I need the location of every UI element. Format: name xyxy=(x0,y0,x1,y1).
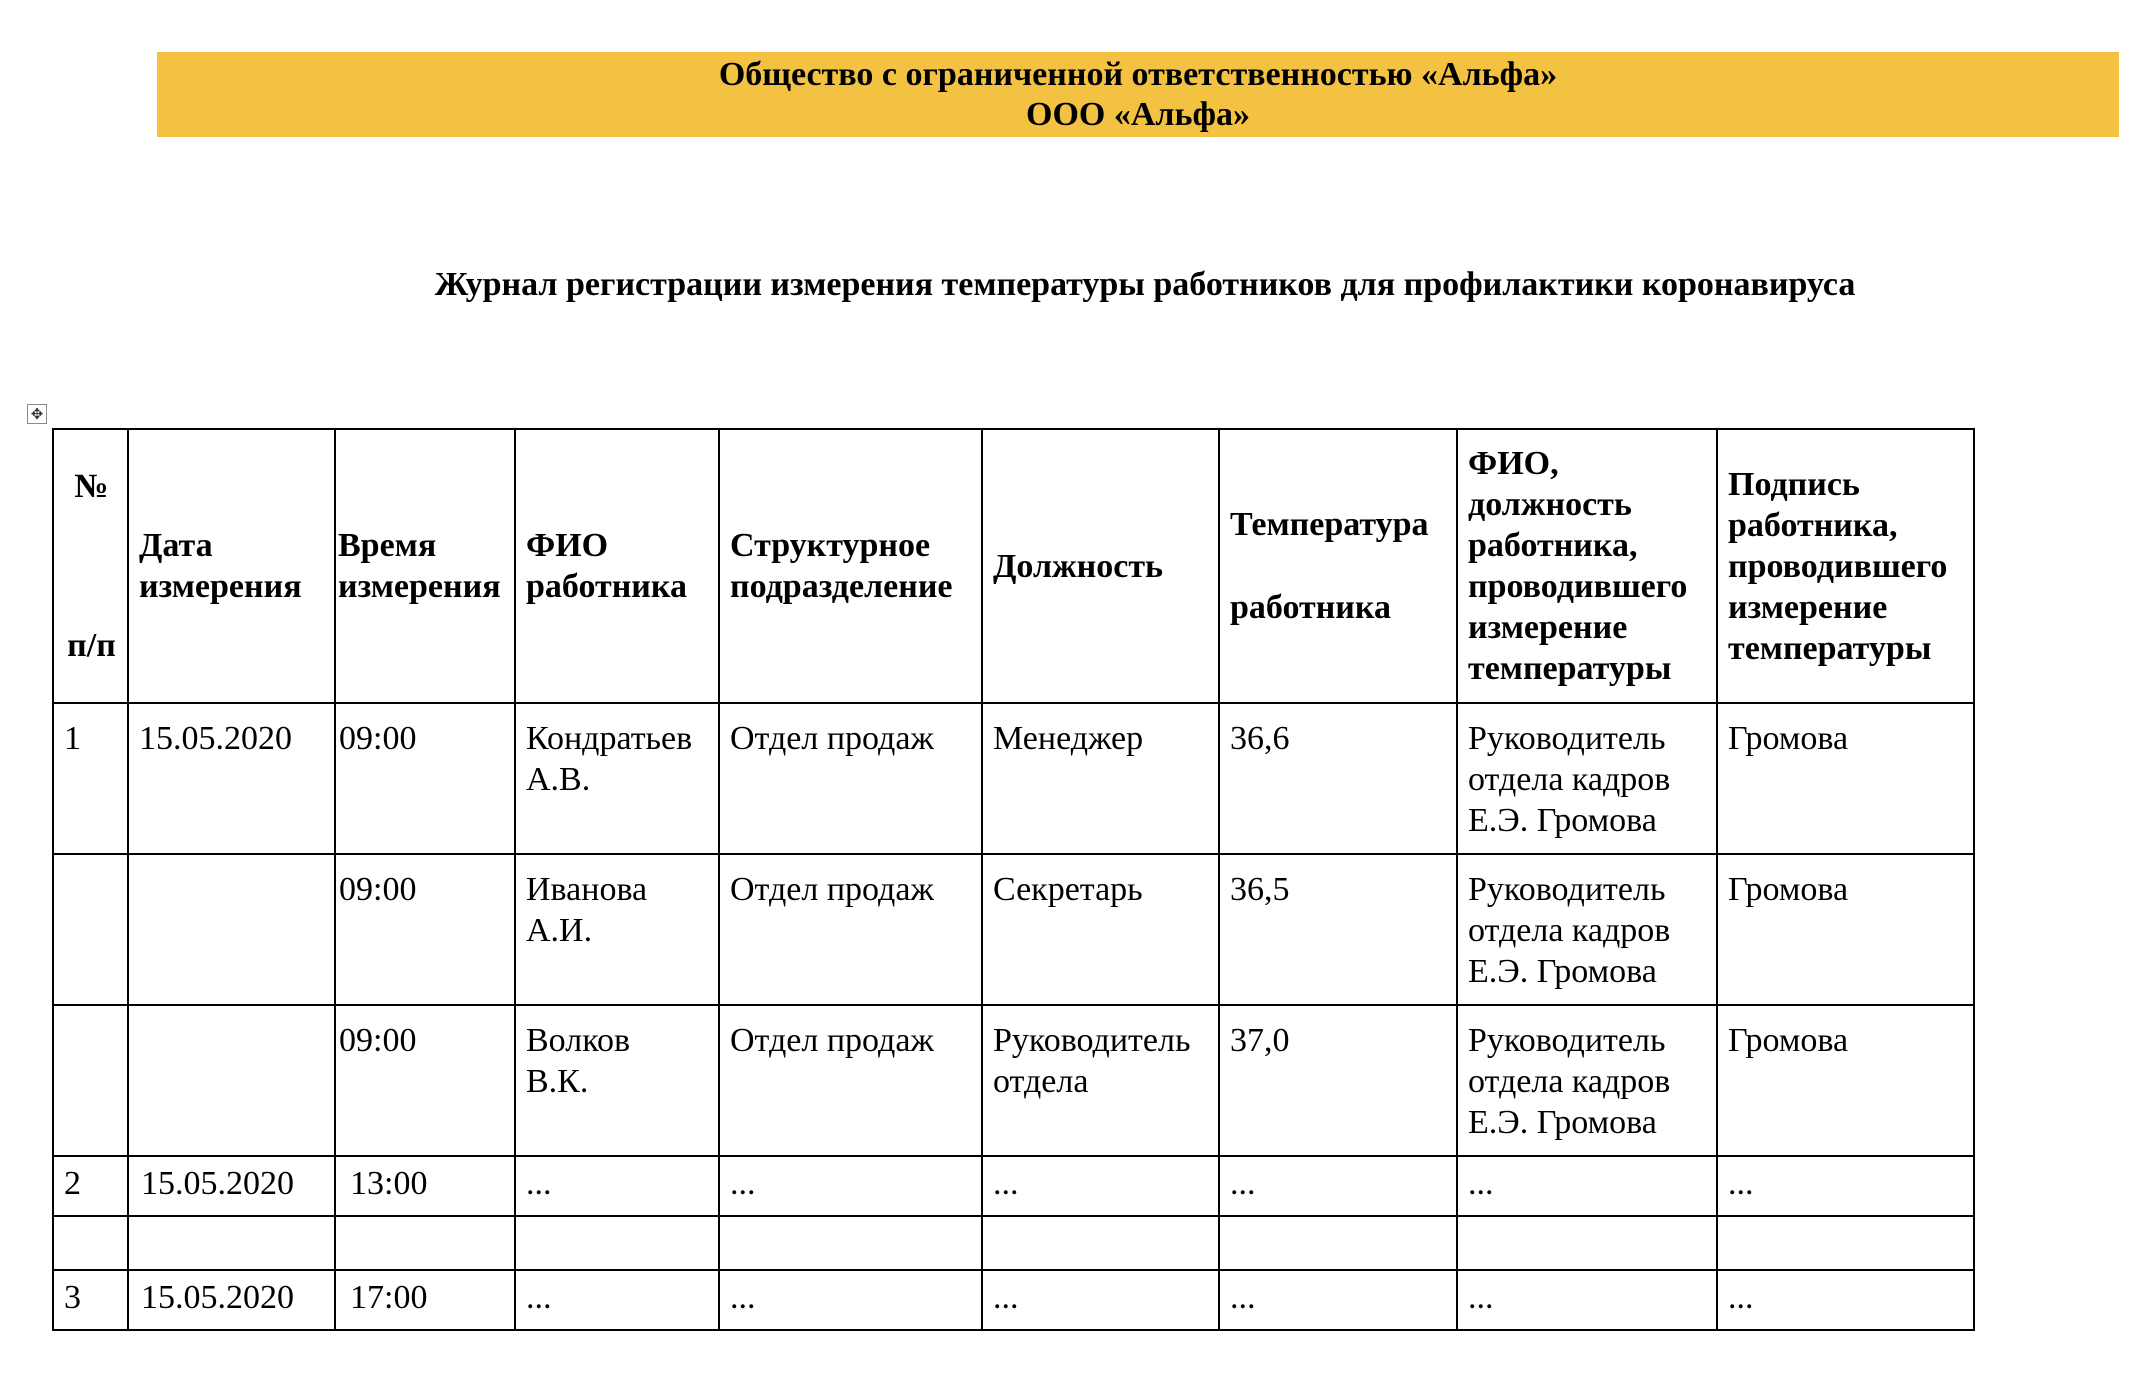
table-row xyxy=(53,854,1974,1005)
cell-empty xyxy=(53,1216,128,1270)
cell-employee-name: ... xyxy=(515,1270,719,1330)
cell-measurer: Руководитель отдела кадров Е.Э. Громова xyxy=(1457,703,1717,854)
cell-empty xyxy=(1457,1216,1717,1270)
cell-date: 15.05.2020 xyxy=(128,703,335,854)
table-header-row xyxy=(53,429,1974,703)
cell-num: 1 xyxy=(53,703,128,854)
header-num-top: № xyxy=(74,468,109,505)
cell-signature: ... xyxy=(1717,1270,1974,1330)
header-date: Дата измерения xyxy=(128,429,335,703)
cell-date: 15.05.2020 xyxy=(128,1156,335,1216)
header-time: Время измерения xyxy=(335,429,515,703)
organization-header-band xyxy=(157,52,2119,137)
cell-num xyxy=(53,854,128,1005)
header-position: Должность xyxy=(982,429,1219,703)
cell-employee-name: Кондратьев А.В. xyxy=(515,703,719,854)
cell-employee-name: Иванова А.И. xyxy=(515,854,719,1005)
cell-signature: Громова xyxy=(1717,703,1974,854)
cell-num: 3 xyxy=(53,1270,128,1330)
cell-empty xyxy=(128,1216,335,1270)
cell-department: Отдел продаж xyxy=(719,703,982,854)
cell-time: 17:00 xyxy=(335,1270,515,1330)
cell-empty xyxy=(982,1216,1219,1270)
header-measurer: ФИО, должность работника, проводившего измерение температуры xyxy=(1457,429,1717,703)
cell-date xyxy=(128,1005,335,1156)
cell-measurer: ... xyxy=(1457,1270,1717,1330)
cell-num: 2 xyxy=(53,1156,128,1216)
cell-time: 13:00 xyxy=(335,1156,515,1216)
cell-time: 09:00 xyxy=(335,1005,515,1156)
cell-signature: Громова xyxy=(1717,1005,1974,1156)
cell-position: Руководитель отдела xyxy=(982,1005,1219,1156)
header-employee-name: ФИО работника xyxy=(515,429,719,703)
table-row xyxy=(53,1216,1974,1270)
cell-empty xyxy=(1219,1216,1457,1270)
cell-time: 09:00 xyxy=(335,703,515,854)
cell-position: Менеджер xyxy=(982,703,1219,854)
cell-temperature: ... xyxy=(1219,1270,1457,1330)
organization-short-name: ООО «Альфа» xyxy=(1026,95,1250,133)
temperature-journal-table xyxy=(52,428,1975,1331)
cell-measurer: ... xyxy=(1457,1156,1717,1216)
move-handle-icon[interactable]: ✥ xyxy=(27,404,47,424)
cell-department: Отдел продаж xyxy=(719,1005,982,1156)
cell-date xyxy=(128,854,335,1005)
cell-temperature: 36,6 xyxy=(1219,703,1457,854)
cell-signature: Громова xyxy=(1717,854,1974,1005)
journal-title: Журнал регистрации измерения температуры работников для профилактики коронавируса xyxy=(434,266,1856,303)
cell-department: Отдел продаж xyxy=(719,854,982,1005)
header-department: Структурное подразделение xyxy=(719,429,982,703)
cell-empty xyxy=(1717,1216,1974,1270)
table-row xyxy=(53,703,1974,854)
cell-employee-name: Волков В.К. xyxy=(515,1005,719,1156)
cell-position: ... xyxy=(982,1156,1219,1216)
cell-signature: ... xyxy=(1717,1156,1974,1216)
cell-empty xyxy=(515,1216,719,1270)
table-row xyxy=(53,1156,1974,1216)
header-num xyxy=(53,429,128,703)
cell-temperature: 36,5 xyxy=(1219,854,1457,1005)
cell-employee-name: ... xyxy=(515,1156,719,1216)
cell-date: 15.05.2020 xyxy=(128,1270,335,1330)
table-row xyxy=(53,1005,1974,1156)
header-temperature: Температура работника xyxy=(1219,429,1457,703)
cell-department: ... xyxy=(719,1156,982,1216)
organization-full-name: Общество с ограниченной ответственностью «Альфа» xyxy=(718,55,1558,93)
cell-temperature: 37,0 xyxy=(1219,1005,1457,1156)
cell-position: ... xyxy=(982,1270,1219,1330)
cell-department: ... xyxy=(719,1270,982,1330)
cell-position: Секретарь xyxy=(982,854,1219,1005)
cell-empty xyxy=(719,1216,982,1270)
cell-measurer: Руководитель отдела кадров Е.Э. Громова xyxy=(1457,1005,1717,1156)
cell-time: 09:00 xyxy=(335,854,515,1005)
table-row xyxy=(53,1270,1974,1330)
cell-num xyxy=(53,1005,128,1156)
cell-temperature: ... xyxy=(1219,1156,1457,1216)
cell-empty xyxy=(335,1216,515,1270)
cell-measurer: Руководитель отдела кадров Е.Э. Громова xyxy=(1457,854,1717,1005)
header-signature: Подпись работника, проводившего измерение температуры xyxy=(1717,429,1974,703)
header-num-bottom: п/п xyxy=(67,627,116,664)
